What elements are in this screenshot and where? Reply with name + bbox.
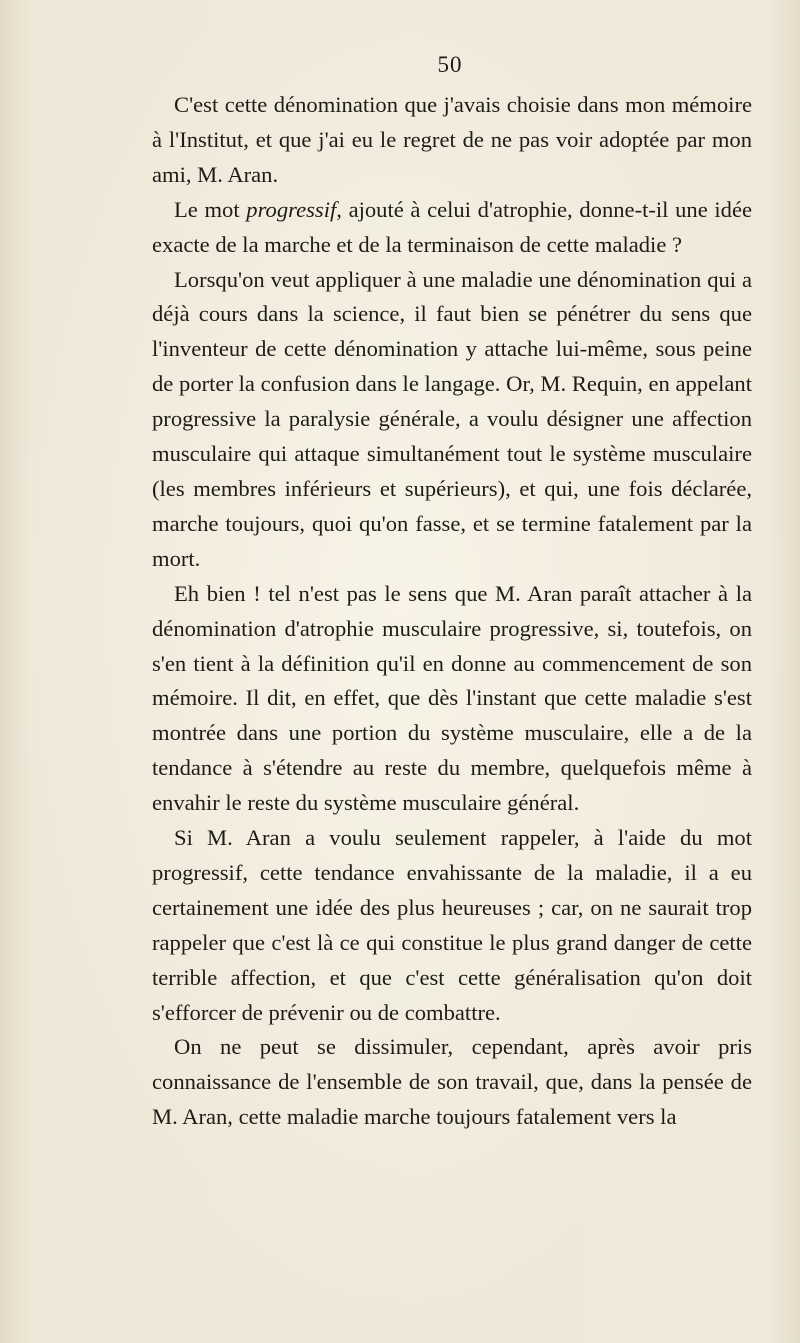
paragraph-2-text-before: Le mot bbox=[174, 196, 247, 222]
paragraph-2-text-after: , ajouté à celui d'atrophie, donne-t-il une idée exacte de la marche et de la terminaison de cette maladie ? bbox=[152, 196, 753, 257]
paragraph-2 bbox=[152, 193, 752, 263]
paragraph-5: Si M. Aran a voulu seulement rappeler, à l'aide du mot progressif, cette tendance envahissante de la maladie, il a eu certainement une idée des plus heureuses ; car, on ne saurait trop rappeler que c'est là ce qui constitue le plus grand danger de cette terrible affection, et que c'est cette généralisation qu'on doit s'efforcer de prévenir ou de combattre. bbox=[152, 825, 752, 1025]
paragraph-2-emphasis: progressif bbox=[246, 196, 337, 222]
body-text bbox=[152, 88, 752, 1135]
page-number: 50 bbox=[437, 52, 463, 77]
paragraph-6: On ne peut se dissimuler, cependant, après avoir pris connaissance de l'ensemble de son travail, que, dans la pensée de M. Aran, cette maladie marche toujours fatalement vers la bbox=[152, 1034, 752, 1130]
paragraph-3: Lorsqu'on veut appliquer à une maladie une dénomination qui a déjà cours dans la science, il faut bien se pénétrer du sens que l'inventeur de cette dénomination y attache lui-même, sous peine de porter la confusion dans le langage. Or, M. Requin, en appelant progressive la paralysie générale, a voulu désigner une affection musculaire qui attaque simultanément tout le système musculaire (les membres inférieurs et supérieurs), et qui, une fois déclarée, marche toujours, quoi qu'on fasse, et se termine fatalement par la mort. bbox=[152, 266, 752, 571]
paragraph-4: Eh bien ! tel n'est pas le sens que M. Aran paraît attacher à la dénomination d'atrophie musculaire progressive, si, toutefois, on s'en tient à la définition qu'il en donne au commencement de son mémoire. Il dit, en effet, que dès l'instant que cette maladie s'est montrée dans une portion du système musculaire, elle a de la tendance à s'étendre au reste du membre, quelquefois même à envahir le reste du système musculaire général. bbox=[152, 580, 752, 816]
paragraph-1: C'est cette dénomination que j'avais choisie dans mon mémoire à l'Institut, et que j'ai eu le regret de ne pas voir adoptée par mon ami, M. Aran. bbox=[152, 92, 752, 187]
